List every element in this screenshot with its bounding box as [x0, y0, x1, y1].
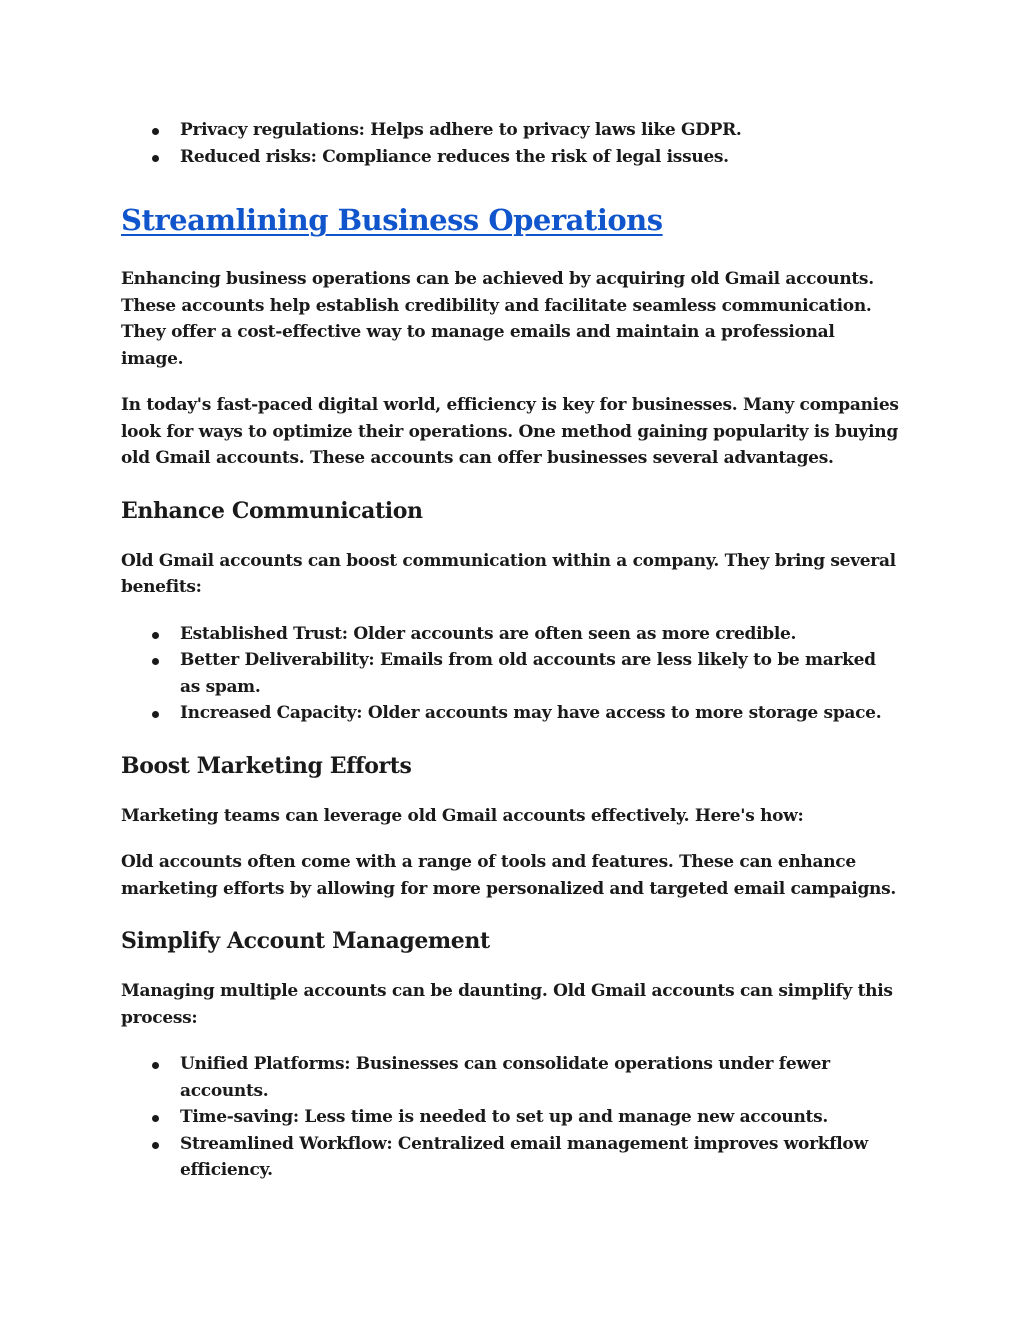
paragraph-digital-world: In today's fast-paced digital world, efficiency is key for businesses. Many companies look for ways to optimize their operations. One method gaining popularity is buying old Gmail accounts. These accounts can offer businesses several advantages. — [121, 395, 899, 468]
management-bullet-list — [121, 1051, 901, 1184]
bullet-icon — [152, 155, 159, 162]
paragraph-marketing-body: Old accounts often come with a range of tools and features. These can enhance marketing efforts by allowing for more personalized and targeted email campaigns. — [121, 852, 896, 899]
list-item — [180, 700, 901, 727]
list-item-text: Better Deliverability: Emails from old accounts are less likely to be marked as spam. — [180, 650, 876, 697]
section-title-link[interactable]: Streamlining Business Operations — [121, 203, 663, 237]
list-item-text: Established Trust: Older accounts are often seen as more credible. — [180, 623, 797, 644]
paragraph-marketing-intro: Marketing teams can leverage old Gmail accounts effectively. Here's how: — [121, 805, 804, 826]
communication-bullet-list — [121, 621, 901, 727]
list-item-text: Streamlined Workflow: Centralized email management improves workflow efficiency. — [180, 1133, 868, 1180]
list-item — [180, 1051, 901, 1104]
heading-enhance-communication: Enhance Communication — [121, 497, 423, 524]
list-item-text: Increased Capacity: Older accounts may have access to more storage space. — [180, 703, 882, 723]
list-item — [180, 1131, 901, 1184]
list-item — [180, 621, 901, 648]
bullet-icon — [152, 711, 159, 718]
paragraph-management-intro: Managing multiple accounts can be daunting. Old Gmail accounts can simplify this process: — [121, 981, 893, 1028]
list-item-text: Reduced risks: Compliance reduces the risk of legal issues. — [180, 146, 729, 167]
intro-bullet-list — [121, 117, 901, 170]
list-item-text: Unified Platforms: Businesses can consolidate operations under fewer accounts. — [180, 1054, 830, 1101]
paragraph-communication-intro: Old Gmail accounts can boost communication within a company. They bring several benefits: — [121, 550, 896, 597]
list-item-text: Time-saving: Less time is needed to set up and manage new accounts. — [180, 1107, 828, 1127]
bullet-icon — [152, 1062, 159, 1069]
bullet-icon — [152, 632, 159, 639]
heading-simplify-management: Simplify Account Management — [121, 928, 490, 954]
bullet-icon — [152, 1142, 159, 1149]
list-item — [180, 1104, 901, 1131]
heading-boost-marketing: Boost Marketing Efforts — [121, 752, 412, 779]
list-item-text: Privacy regulations: Helps adhere to privacy laws like GDPR. — [180, 120, 742, 140]
bullet-icon — [152, 658, 159, 665]
list-item — [180, 117, 901, 144]
paragraph-enhancing-operations: Enhancing business operations can be achieved by acquiring old Gmail accounts. These accounts help establish credibility and facilitate seamless communication. They offer a cost-effective way to manage emails and maintain a professional image. — [121, 269, 874, 369]
bullet-icon — [152, 128, 159, 135]
list-item — [180, 144, 901, 171]
list-item — [180, 647, 901, 700]
document-page — [121, 117, 901, 1184]
bullet-icon — [152, 1115, 159, 1122]
